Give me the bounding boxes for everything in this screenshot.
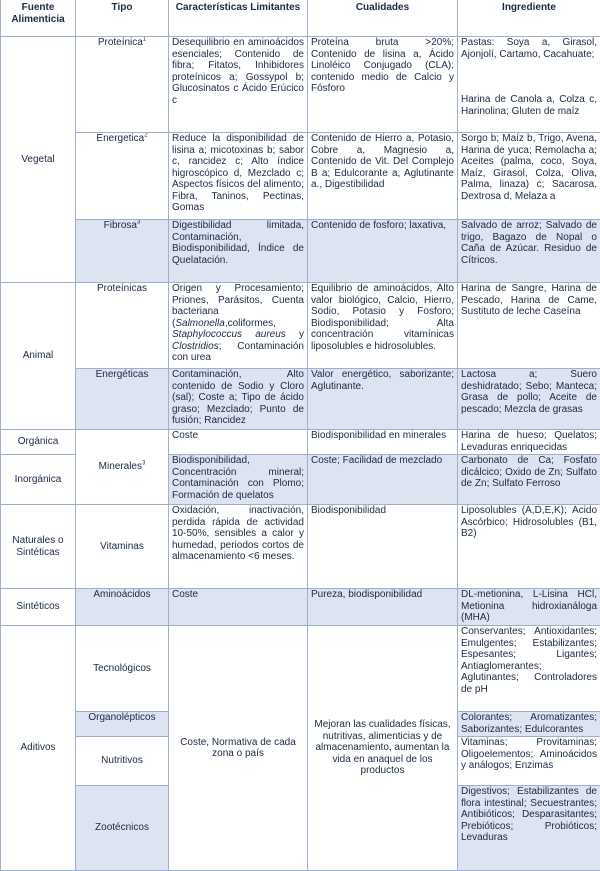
source-aditivos: Aditivos [1, 626, 76, 871]
cualidades-cell: Equilibrio de aminoácidos, Alto valor biológico, Calcio, Hierro, Sodio, Potasio y Fosforo; Biodisponibilidad; Alta concentración vitamínicas liposolubles e hidrosolubles. [308, 283, 458, 369]
tipo-cell: Proteínicas [76, 283, 169, 369]
car-text: y [286, 329, 304, 340]
cualidades-cell: Coste; Facilidad de mezclado [308, 455, 458, 505]
caracteristicas-cell: Coste, Normativa de cada zona o país [169, 626, 308, 871]
cualidades-cell: Contenido de fosforo; laxativa, [308, 220, 458, 283]
source-sinteticos: Sintéticos [1, 589, 76, 626]
caracteristicas-cell [169, 283, 308, 369]
tipo-cell [76, 133, 169, 220]
header-row [1, 0, 600, 37]
source-animal: Animal [1, 283, 76, 430]
tipo-cell: Tecnológicos [76, 626, 169, 712]
table-row [1, 430, 600, 455]
tipo-cell: Nutritivos [76, 737, 169, 786]
caracteristicas-cell: Biodisponibilidad, Concentración mineral; Contaminación con Plomo; Formación de quelatos [169, 455, 308, 505]
tipo-label: Energetica [96, 133, 144, 144]
table-row [1, 283, 600, 369]
caracteristicas-cell: Digestibilidad limitada, Contaminación, Biodisponibilidad, Índice de Quelatación. [169, 220, 308, 283]
table-row [1, 369, 600, 430]
caracteristicas-cell: Reduce la disponibilidad de lisina a; micotoxinas b; sabor c, rancidez c; Alto índice higroscópico d, Mezclado c; Aspectos físicos del alimento; Fibra, Taninos, Pectinas, Gomas [169, 133, 308, 220]
ingrediente-cell: Harina de hueso; Quelatos; Levaduras enriquecidas [458, 430, 600, 455]
cualidades-cell: Valor energético, saborizante; Aglutinante. [308, 369, 458, 430]
car-italic: Salmonella [175, 318, 224, 329]
source-inorganica: Inorgánica [1, 455, 76, 505]
tipo-cell [76, 220, 169, 283]
tipo-cell [76, 37, 169, 133]
car-italic: Staphylococcus aureus [172, 329, 286, 340]
tipo-label: Minerales [99, 461, 142, 472]
ingrediente-cell: Sorgo b; Maíz b, Trigo, Avena, Harina de yuca; Remolacha a; Aceites (palma, coco, Soya, Maíz, Girasol, Colza, Oliva, Palma, linaza) c; Sacarosa, Dextrosa d, Melaza a [458, 133, 600, 220]
source-vegetal: Vegetal [1, 37, 76, 283]
cualidades-cell: Contenido de Hierro a, Potasio, Cobre a, Magnesio a, Contenido de Vit. Del Complejo B a; Edulcorante a, Aglutinante a., Digestibilidad [308, 133, 458, 220]
ingrediente-cell: Carbonato de Ca; Fosfato dicálcico; Oxido de Zn; Sulfato de Zn; Sulfato Ferroso [458, 455, 600, 505]
header-cualidades: Cualidades [308, 0, 458, 37]
car-text: ; Contaminación con urea [172, 341, 304, 364]
ingrediente-cell [458, 37, 600, 133]
caracteristicas-cell: Coste [169, 430, 308, 455]
car-text: Origen y Procesamiento; Priones, Parásitos, Cuenta bacteriana ( [172, 283, 304, 329]
caracteristicas-cell: Contaminación, Alto contenido de Sodio y Cloro (sal); Coste a; Tipo de ácido graso; Mezclado; Punto de fusión; Rancidez [169, 369, 308, 430]
header-caracteristicas: Características Limitantes [169, 0, 308, 37]
ingrediente-cell: Salvado de arroz; Salvado de trigo, Bagazo de Nopal o Caña de Azúcar. Residuo de Cítricos. [458, 220, 600, 283]
tipo-cell: Zootécnicos [76, 786, 169, 871]
caracteristicas-cell: Coste [169, 589, 308, 626]
source-organica: Orgánica [1, 430, 76, 455]
spacer [461, 60, 597, 94]
tipo-cell: Vitaminas [76, 505, 169, 589]
table-row [1, 505, 600, 589]
header-tipo: Tipo [76, 0, 169, 37]
ingrediente-cell: Conservantes; Antioxidantes; Emulgentes; Estabilizantes; Espesantes; Ligantes; Antiaglomerantes; Aglutinantes; Controladores de pH [458, 626, 600, 712]
ingrediente-cell: Harina de Sangre, Harina de Pescado, Harina de Came, Sustituto de leche Caseína [458, 283, 600, 369]
table-row [1, 626, 600, 712]
cualidades-cell: Proteína bruta >20%; Contenido de lisina a, Ácido Linoléico Conjugado (CLA); contenido medio de Calcio y Fósforo [308, 37, 458, 133]
cualidades-cell: Biodisponibilidad [308, 505, 458, 589]
header-ingrediente: Ingrediente [458, 0, 600, 37]
tipo-cell [76, 430, 169, 505]
tipo-cell: Organolépticos [76, 712, 169, 737]
tipo-cell: Energéticas [76, 369, 169, 430]
ingrediente-text: Pastas: Soya a, Girasol, Ajonjolí, Cartamo, Cacahuate; [461, 37, 597, 60]
footnote-ref: 3 [137, 220, 140, 226]
ingrediente-text: Harina de Canola a, Colza c, Harinolina; Gluten de maíz [461, 94, 597, 117]
source-naturales: Naturales o Sintéticas [1, 505, 76, 589]
ingrediente-cell: DL-metionina, L-Lisina HCl, Metionina hidroxianáloga (MHA) [458, 589, 600, 626]
tipo-label: Fibrosa [104, 220, 137, 231]
tipo-label: Proteínica [98, 37, 143, 48]
table-row [1, 133, 600, 220]
footnote-ref: 1 [143, 37, 146, 43]
table-row [1, 589, 600, 626]
ingrediente-cell: Colorantes; Aromatizantes; Saborizantes; Edulcorantes [458, 712, 600, 737]
ingrediente-cell: Liposolubles (A,D,E,K); Ácido Ascórbico; Hidrosolubles (B1, B2) [458, 505, 600, 589]
footnote-ref: 3 [142, 461, 145, 467]
cualidades-cell: Biodisponibilidad en minerales [308, 430, 458, 455]
ingrediente-cell: Lactosa a; Suero deshidratado; Sebo; Manteca; Grasa de pollo; Aceite de pescado; Mezcla de grasas [458, 369, 600, 430]
ingrediente-cell: Vitaminas; Provitaminas; Oligoelementos; Aminoácidos y análogos; Enzimas [458, 737, 600, 786]
ingrediente-cell: Digestivos; Estabilizantes de flora intestinal; Secuestrantes; Antibióticos; Desparasitantes; Prebióticos; Probióticos; Levaduras [458, 786, 600, 871]
header-fuente: Fuente Alimenticia [1, 0, 76, 37]
table-row [1, 37, 600, 133]
footnote-ref: 2 [144, 133, 147, 139]
cualidades-cell: Mejoran las cualidades físicas, nutritivas, alimenticias y de almacenamiento, aumentan la vida en anaquel de los productos [308, 626, 458, 871]
tipo-cell: Aminoácidos [76, 589, 169, 626]
car-text: ,coliformes, [225, 318, 276, 329]
caracteristicas-cell: Desequilibrio en aminoácidos esenciales; Contenido de fibra; Fitatos, Inhibidores proteínicos a; Gossypol b; Glucosinatos c Ácido Erúcico c [169, 37, 308, 133]
cualidades-cell: Pureza, biodisponibilidad [308, 589, 458, 626]
caracteristicas-cell: Oxidación, inactivación, perdida rápida de actividad 10-50%, sensibles a calor y humedad, periodos cortos de almacenamiento <6 meses. [169, 505, 308, 589]
car-italic: Clostridios [172, 341, 219, 352]
table-row [1, 220, 600, 283]
